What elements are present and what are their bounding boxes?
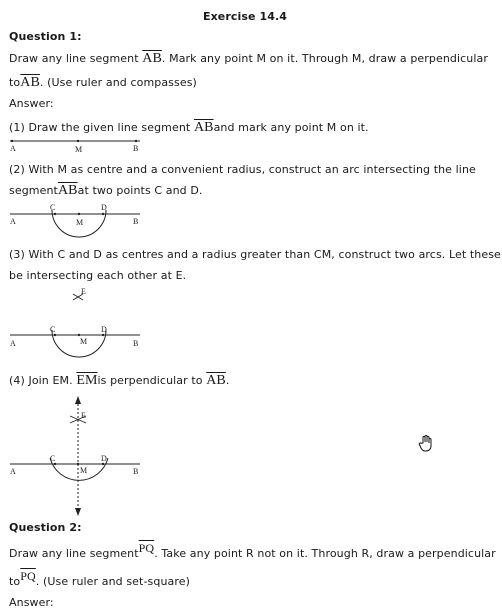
step-4-c: . [225,374,230,387]
label-d: D [101,454,107,463]
label-c: C [50,203,56,212]
label-m: M [80,337,88,346]
step-2-text-line-2 [9,184,203,198]
segment-ab: $\overline{AB}$ [57,183,78,198]
figure-step-4 [0,392,502,522]
label-d: D [101,203,107,212]
step-3-text-line-2: be intersecting each other at E. [9,269,187,282]
label-c: C [50,325,56,334]
label-e: E [81,411,86,420]
exercise-title: Exercise 14.4 [203,10,288,23]
step-2-text-line-1: (2) With M as centre and a convenient radius, construct an arc intersecting the line [9,163,476,176]
q1-text-a: Draw any line segment [9,52,143,65]
step-4-a: (4) Join EM. [9,374,77,387]
segment-ab: $\overline{AB}$ [193,120,214,135]
segment-em: $\overline{EM}$ [76,373,98,388]
segment-pq: $\overline{PQ}$ [20,569,36,583]
step-4-text [9,374,229,388]
question-1-heading: Question 1: [9,30,82,43]
label-a: A [10,217,16,226]
q2-text-c: to [9,575,21,588]
segment-ab: $\overline{AB}$ [206,373,226,388]
step-3-text-line-1: (3) With C and D as centres and a radius greater than CM, construct two arcs. Let these [9,248,501,261]
label-b: B [133,144,139,153]
label-b: B [133,467,139,476]
question-2-heading: Question 2: [9,521,82,534]
figure-step-2 [0,202,502,242]
step-4-b: is perpendicular to [97,374,207,387]
figure-step-3 [0,284,502,368]
q1-text-d: . (Use ruler and compasses) [39,76,197,89]
q2-text-d: . (Use ruler and set-square) [35,575,191,588]
segment-pq: $\overline{PQ}$ [138,541,155,555]
step-2-b: segment [9,184,58,197]
question-1-line-2 [9,76,197,90]
q2-text-b: . Take any point R not on it. Through R, draw a perpendicular [154,547,496,560]
label-m: M [80,466,88,475]
step-1-text [9,121,369,135]
label-m: M [75,145,83,154]
q2-text-a: Draw any line segment [9,547,139,560]
answer-label: Answer: [9,596,54,609]
label-b: B [133,339,139,348]
hand-cursor-icon [418,435,434,457]
question-1-line-1 [9,52,488,66]
q1-text-b: . Mark any point M on it. Through M, draw a perpendicular [161,52,488,65]
segment-ab: $\overline{AB}$ [142,51,162,66]
q1-text-c: to [9,76,21,89]
label-e: E [81,287,86,296]
step-1-b: and mark any point M on it. [213,121,369,134]
question-2-line-2 [9,569,191,588]
label-a: A [10,467,16,476]
question-2-line-1 [9,541,496,560]
answer-label: Answer: [9,97,54,110]
label-c: C [50,454,56,463]
step-2-c: at two points C and D. [77,184,203,197]
label-a: A [10,144,16,153]
step-1-a: (1) Draw the given line segment [9,121,194,134]
label-a: A [10,339,16,348]
label-b: B [133,217,139,226]
label-m: M [76,218,84,227]
label-d: D [101,325,107,334]
segment-ab: $\overline{AB}$ [20,75,40,90]
figure-step-1 [0,137,502,157]
